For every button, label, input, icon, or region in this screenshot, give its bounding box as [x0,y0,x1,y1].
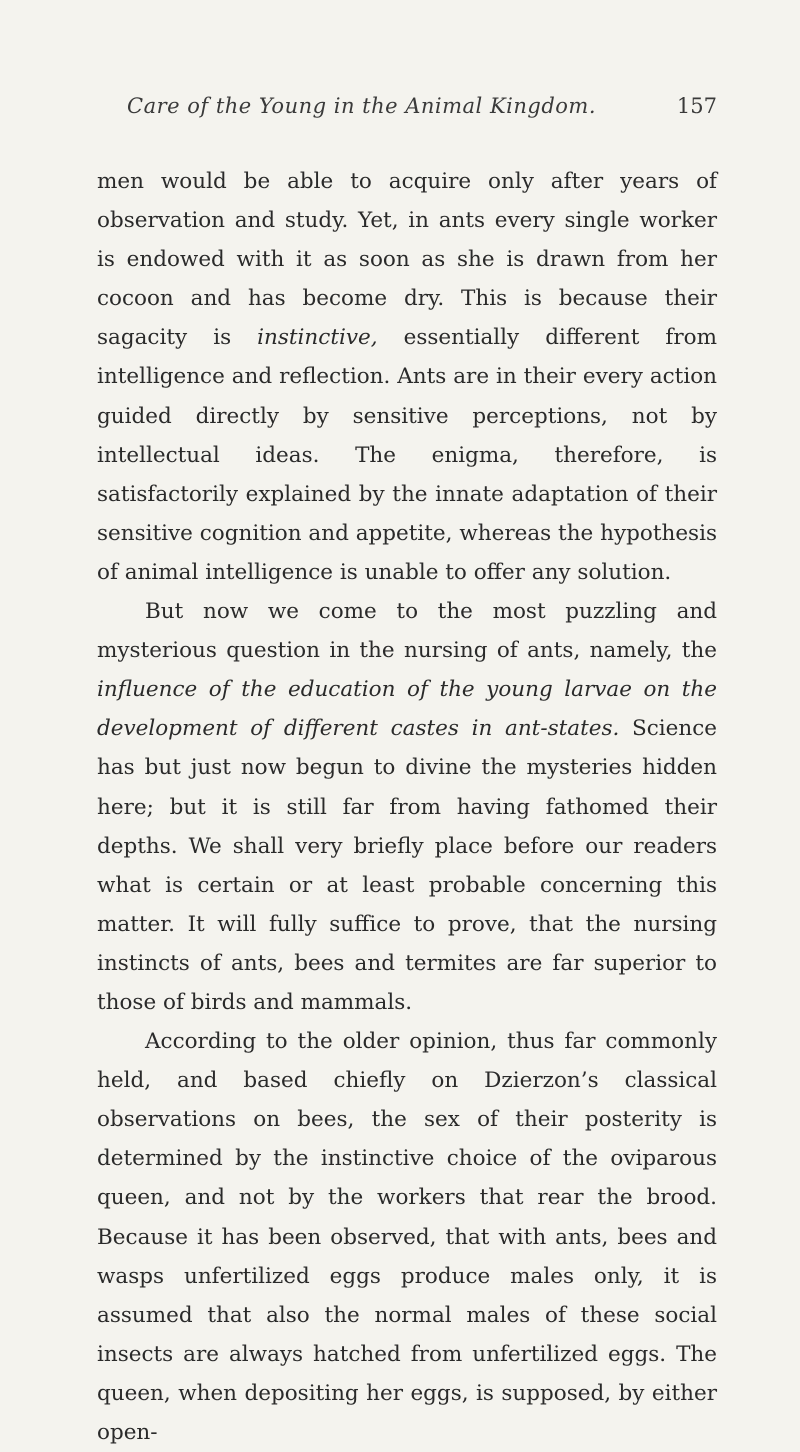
paragraph-2-text-b: Science has but just now begun to divine the mysteries hidden here; but it is still far from having fathomed their depths. We shall very briefly place before our readers what is certain or at least probable concerning this matter. It will fully suffice to prove, that the nursing instincts of ants, bees and termites are far superior to those of birds and mammals. [97,716,717,1015]
body-text [97,162,717,1452]
paragraph-2-text-a: But now we come to the most puzzling and mysterious question in the nursing of ants, namely, the [97,599,717,664]
paragraph-1-text-b: essentially different from intelligence and reflection. Ants are in their every action guided directly by sensitive perceptions, not by intellectual ideas. The enigma, therefore, is satisfactorily explained by the innate adaptation of their sensitive cognition and appetite, whereas the hypothesis of animal intelligence is unable to offer any solution. [97,325,717,585]
paragraph-2 [97,592,717,1022]
page-number: 157 [676,94,717,118]
paragraph-1-emphasis: instinctive, [257,325,378,351]
running-title: Care of the Young in the Animal Kingdom. [127,94,596,118]
paragraph-1-text-a: men would be able to acquire only after years of observation and study. Yet, in ants every single worker is endowed with it as soon as she is drawn from her cocoon and has become dry. This is because their sagacity is [97,169,717,351]
running-head [97,94,717,126]
paragraph-1 [97,162,717,592]
paragraph-2-emphasis: influence of the education of the young larvae on the development of different castes in ant-states. [97,677,717,742]
paragraph-3: According to the older opinion, thus far commonly held, and based chiefly on Dzierzon’s classical observations on bees, the sex of their posterity is determined by the instinctive choice of the oviparous queen, and not by the workers that rear the brood. Because it has been observed, that with ants, bees and wasps unfertilized eggs produce males only, it is assumed that also the normal males of these social insects are always hatched from unfertilized eggs. The queen, when depositing her eggs, is supposed, by either open- [97,1029,717,1445]
